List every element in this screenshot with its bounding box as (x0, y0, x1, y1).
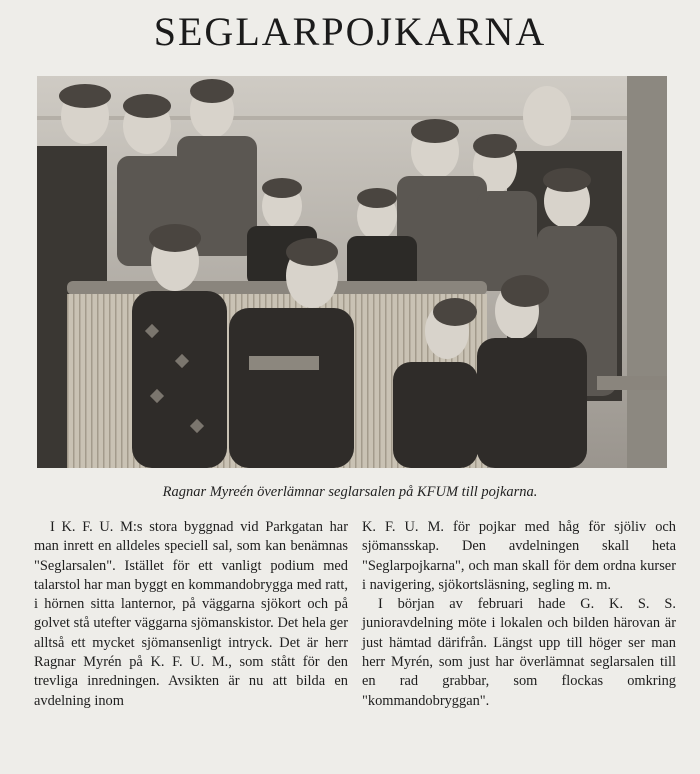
paragraph-2: K. F. U. M. för pojkar med håg för sjöliv och sjömansskap. Den avdelningen skall heta "Seglarpojkarna", och man skall för dem ordna kurser i navigering, sjökortsläsning, segling m. m. (362, 519, 676, 593)
article-photo (37, 76, 667, 468)
article-title: SEGLARPOJKARNA (153, 9, 547, 54)
paragraph-1: I K. F. U. M:s stora byggnad vid Parkgatan har man inrett en alldeles speciell sal, som kan benämnas "Seglarsalen". Istället för ett vanligt podium med talarstol har man byggt en kommandobrygga med ratt, i hörnen sitta lanternor, på väggarna sjökort och på golvet stå utefter väggarna sjömanskistor. Det hela ger alltså ett mycket sjömansenligt intryck. Det är herr Ragnar Myrén på K. F. U. M., som stått för den trevliga inredningen. Avsikten är nu att bilda en avdelning inom (34, 519, 348, 709)
article-column-right (362, 518, 676, 711)
article-column-left (34, 518, 348, 711)
paragraph-3: I början av februari hade G. K. S. S. junioravdelning möte i lokalen och bilden härovan är just hämtad därifrån. Längst upp till höger ser man herr Myrén, som just har överlämnat seglarsalen till en rad grabbar, som flockas omkring "kommandobryggan". (362, 596, 676, 709)
photo-illustration (37, 76, 667, 468)
photo-caption: Ragnar Myreén överlämnar seglarsalen på KFUM till pojkarna. (162, 484, 538, 500)
